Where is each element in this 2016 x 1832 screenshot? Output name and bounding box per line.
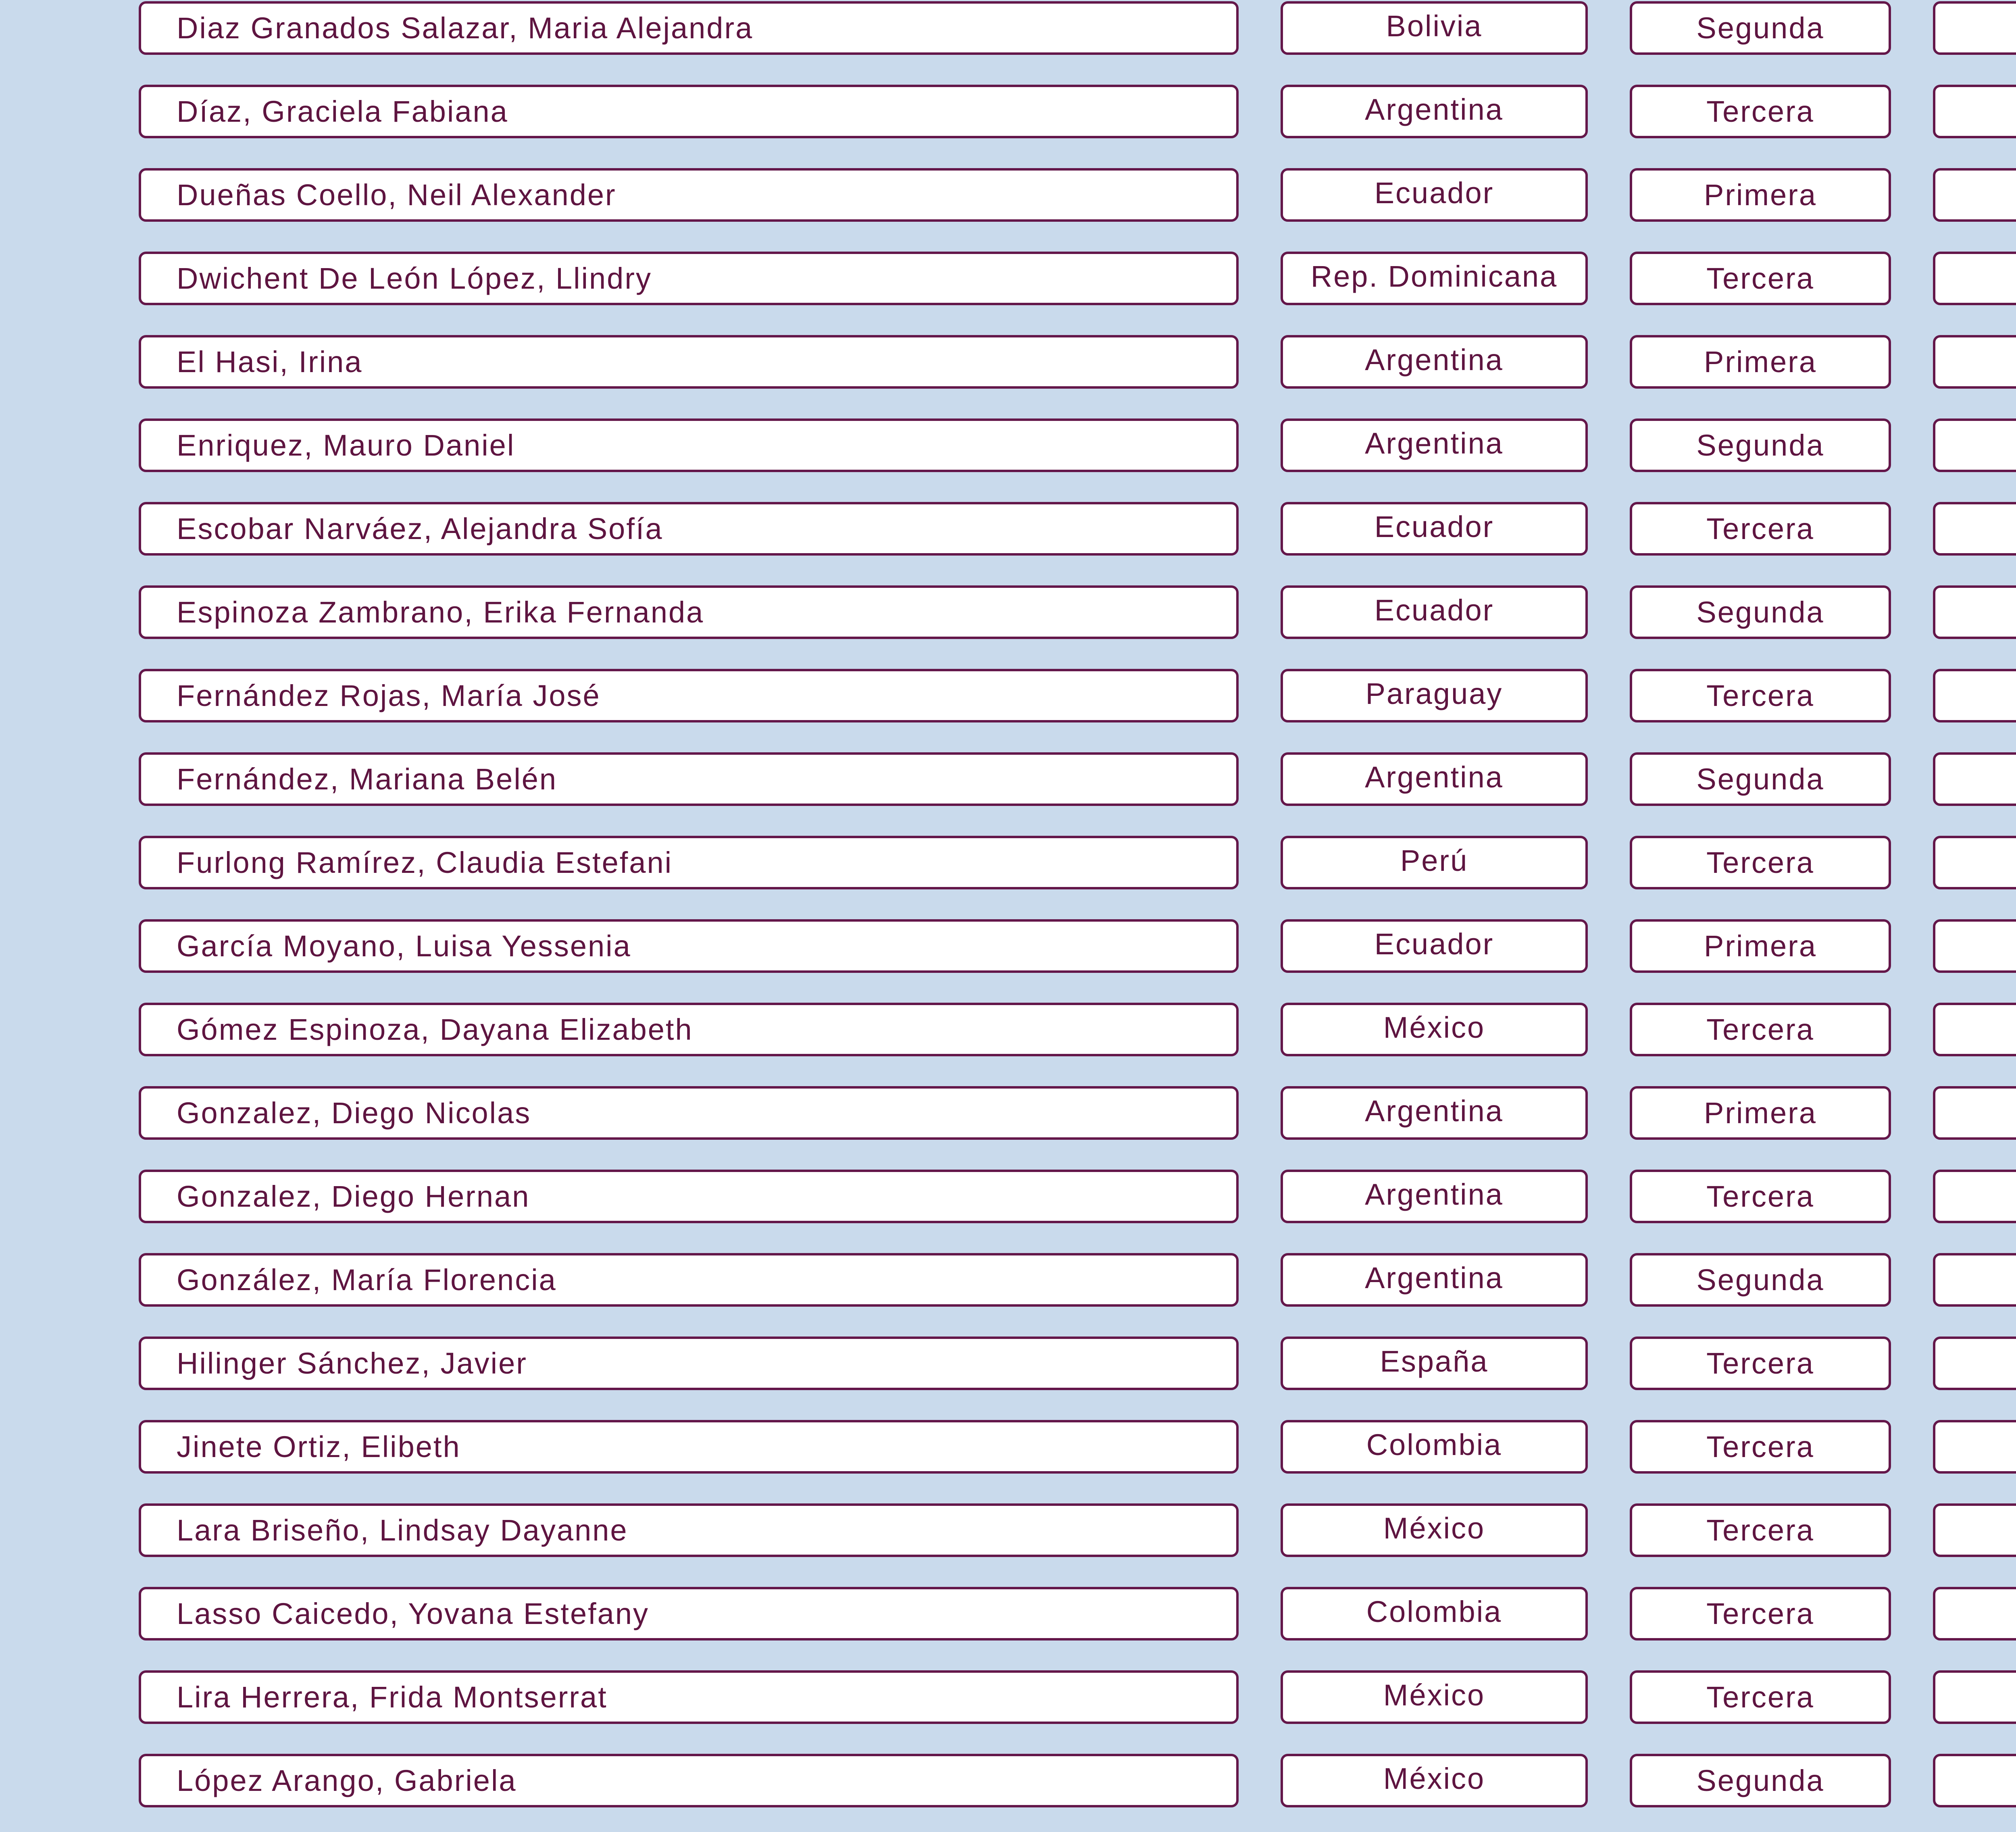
table-row <box>0 669 2016 727</box>
participant-level: Tercera <box>1630 1420 1891 1474</box>
table-row <box>0 836 2016 894</box>
participant-country: Colombia <box>1281 1420 1588 1474</box>
participant-country: México <box>1281 1003 1588 1056</box>
participant-period <box>1933 335 2016 389</box>
participant-country: Perú <box>1281 836 1588 889</box>
participant-level: Segunda <box>1630 1 1891 55</box>
participant-name: Enriquez, Mauro Daniel <box>139 418 1239 472</box>
participant-name: Gonzalez, Diego Hernan <box>139 1170 1239 1223</box>
participant-name: Hilinger Sánchez, Javier <box>139 1337 1239 1390</box>
participant-period <box>1933 85 2016 138</box>
participant-name: Lara Briseño, Lindsay Dayanne <box>139 1503 1239 1557</box>
table-row <box>0 1337 2016 1395</box>
participant-level: Tercera <box>1630 1587 1891 1640</box>
participant-country: Argentina <box>1281 1253 1588 1307</box>
table-row <box>0 585 2016 644</box>
participant-level: Tercera <box>1630 1170 1891 1223</box>
participant-country: México <box>1281 1503 1588 1557</box>
participant-level: Primera <box>1630 919 1891 973</box>
participant-country: Argentina <box>1281 418 1588 472</box>
participant-name: López Arango, Gabriela <box>139 1754 1239 1807</box>
table-row <box>0 418 2016 477</box>
participant-period <box>1933 168 2016 222</box>
participant-period <box>1933 1253 2016 1307</box>
participant-name: Lira Herrera, Frida Montserrat <box>139 1670 1239 1724</box>
participant-name: González, María Florencia <box>139 1253 1239 1307</box>
participant-period <box>1933 669 2016 722</box>
participant-name: Fernández Rojas, María José <box>139 669 1239 722</box>
participant-period <box>1933 1003 2016 1056</box>
participant-level: Tercera <box>1630 1503 1891 1557</box>
participant-country: Ecuador <box>1281 168 1588 222</box>
table-row <box>0 1086 2016 1145</box>
participant-period <box>1933 1 2016 55</box>
table-row <box>0 1587 2016 1645</box>
participant-level: Tercera <box>1630 1003 1891 1056</box>
participant-period <box>1933 1086 2016 1140</box>
participant-name: Fernández, Mariana Belén <box>139 752 1239 806</box>
participant-name: El Hasi, Irina <box>139 335 1239 389</box>
participant-period <box>1933 752 2016 806</box>
table-row <box>0 752 2016 811</box>
table-row <box>0 335 2016 393</box>
table-row <box>0 919 2016 978</box>
participant-country: México <box>1281 1670 1588 1724</box>
participant-period <box>1933 252 2016 305</box>
participant-name: Diaz Granados Salazar, Maria Alejandra <box>139 1 1239 55</box>
participant-country: Colombia <box>1281 1587 1588 1640</box>
participant-name: Gómez Espinoza, Dayana Elizabeth <box>139 1003 1239 1056</box>
participant-country: Argentina <box>1281 1170 1588 1223</box>
participant-period <box>1933 1420 2016 1474</box>
participant-name: Espinoza Zambrano, Erika Fernanda <box>139 585 1239 639</box>
participant-period <box>1933 585 2016 639</box>
participant-name: Dueñas Coello, Neil Alexander <box>139 168 1239 222</box>
participant-level: Segunda <box>1630 418 1891 472</box>
participant-country: Ecuador <box>1281 919 1588 973</box>
participant-level: Tercera <box>1630 252 1891 305</box>
participant-level: Segunda <box>1630 1754 1891 1807</box>
participant-level: Tercera <box>1630 502 1891 556</box>
participant-period <box>1933 502 2016 556</box>
participant-name: Lasso Caicedo, Yovana Estefany <box>139 1587 1239 1640</box>
participant-country: Argentina <box>1281 335 1588 389</box>
table-row <box>0 1420 2016 1478</box>
table-row <box>0 1 2016 60</box>
participant-country: España <box>1281 1337 1588 1390</box>
table-row <box>0 1170 2016 1228</box>
participant-country: Argentina <box>1281 85 1588 138</box>
participant-country: Paraguay <box>1281 669 1588 722</box>
participant-period <box>1933 1670 2016 1724</box>
table-row <box>0 85 2016 143</box>
participant-period <box>1933 836 2016 889</box>
participant-country: Ecuador <box>1281 585 1588 639</box>
participant-level: Primera <box>1630 168 1891 222</box>
participant-name: Díaz, Graciela Fabiana <box>139 85 1239 138</box>
participant-level: Tercera <box>1630 836 1891 889</box>
participant-name: Jinete Ortiz, Elibeth <box>139 1420 1239 1474</box>
participant-level: Tercera <box>1630 1337 1891 1390</box>
table-row <box>0 1754 2016 1812</box>
participant-name: Dwichent De León López, Llindry <box>139 252 1239 305</box>
table-row <box>0 252 2016 310</box>
participant-period <box>1933 1170 2016 1223</box>
participant-level: Tercera <box>1630 669 1891 722</box>
participant-country: Argentina <box>1281 1086 1588 1140</box>
table-row <box>0 1503 2016 1562</box>
participant-country: Bolivia <box>1281 1 1588 55</box>
table-row <box>0 1253 2016 1312</box>
participant-country: Rep. Dominicana <box>1281 252 1588 305</box>
participant-country: Argentina <box>1281 752 1588 806</box>
participant-level: Primera <box>1630 335 1891 389</box>
participant-level: Tercera <box>1630 1670 1891 1724</box>
participant-period <box>1933 1503 2016 1557</box>
participant-period <box>1933 1587 2016 1640</box>
participant-name: García Moyano, Luisa Yessenia <box>139 919 1239 973</box>
participant-level: Tercera <box>1630 85 1891 138</box>
table-row <box>0 502 2016 560</box>
participant-name: Gonzalez, Diego Nicolas <box>139 1086 1239 1140</box>
participant-level: Segunda <box>1630 1253 1891 1307</box>
table-row <box>0 1670 2016 1729</box>
participant-level: Segunda <box>1630 585 1891 639</box>
participant-level: Primera <box>1630 1086 1891 1140</box>
table-row <box>0 168 2016 227</box>
participant-level: Segunda <box>1630 752 1891 806</box>
participant-name: Escobar Narváez, Alejandra Sofía <box>139 502 1239 556</box>
table-row <box>0 1003 2016 1061</box>
participant-period <box>1933 1337 2016 1390</box>
participant-period <box>1933 1754 2016 1807</box>
participant-name: Furlong Ramírez, Claudia Estefani <box>139 836 1239 889</box>
participant-period <box>1933 919 2016 973</box>
participant-country: México <box>1281 1754 1588 1807</box>
participant-period <box>1933 418 2016 472</box>
participant-country: Ecuador <box>1281 502 1588 556</box>
